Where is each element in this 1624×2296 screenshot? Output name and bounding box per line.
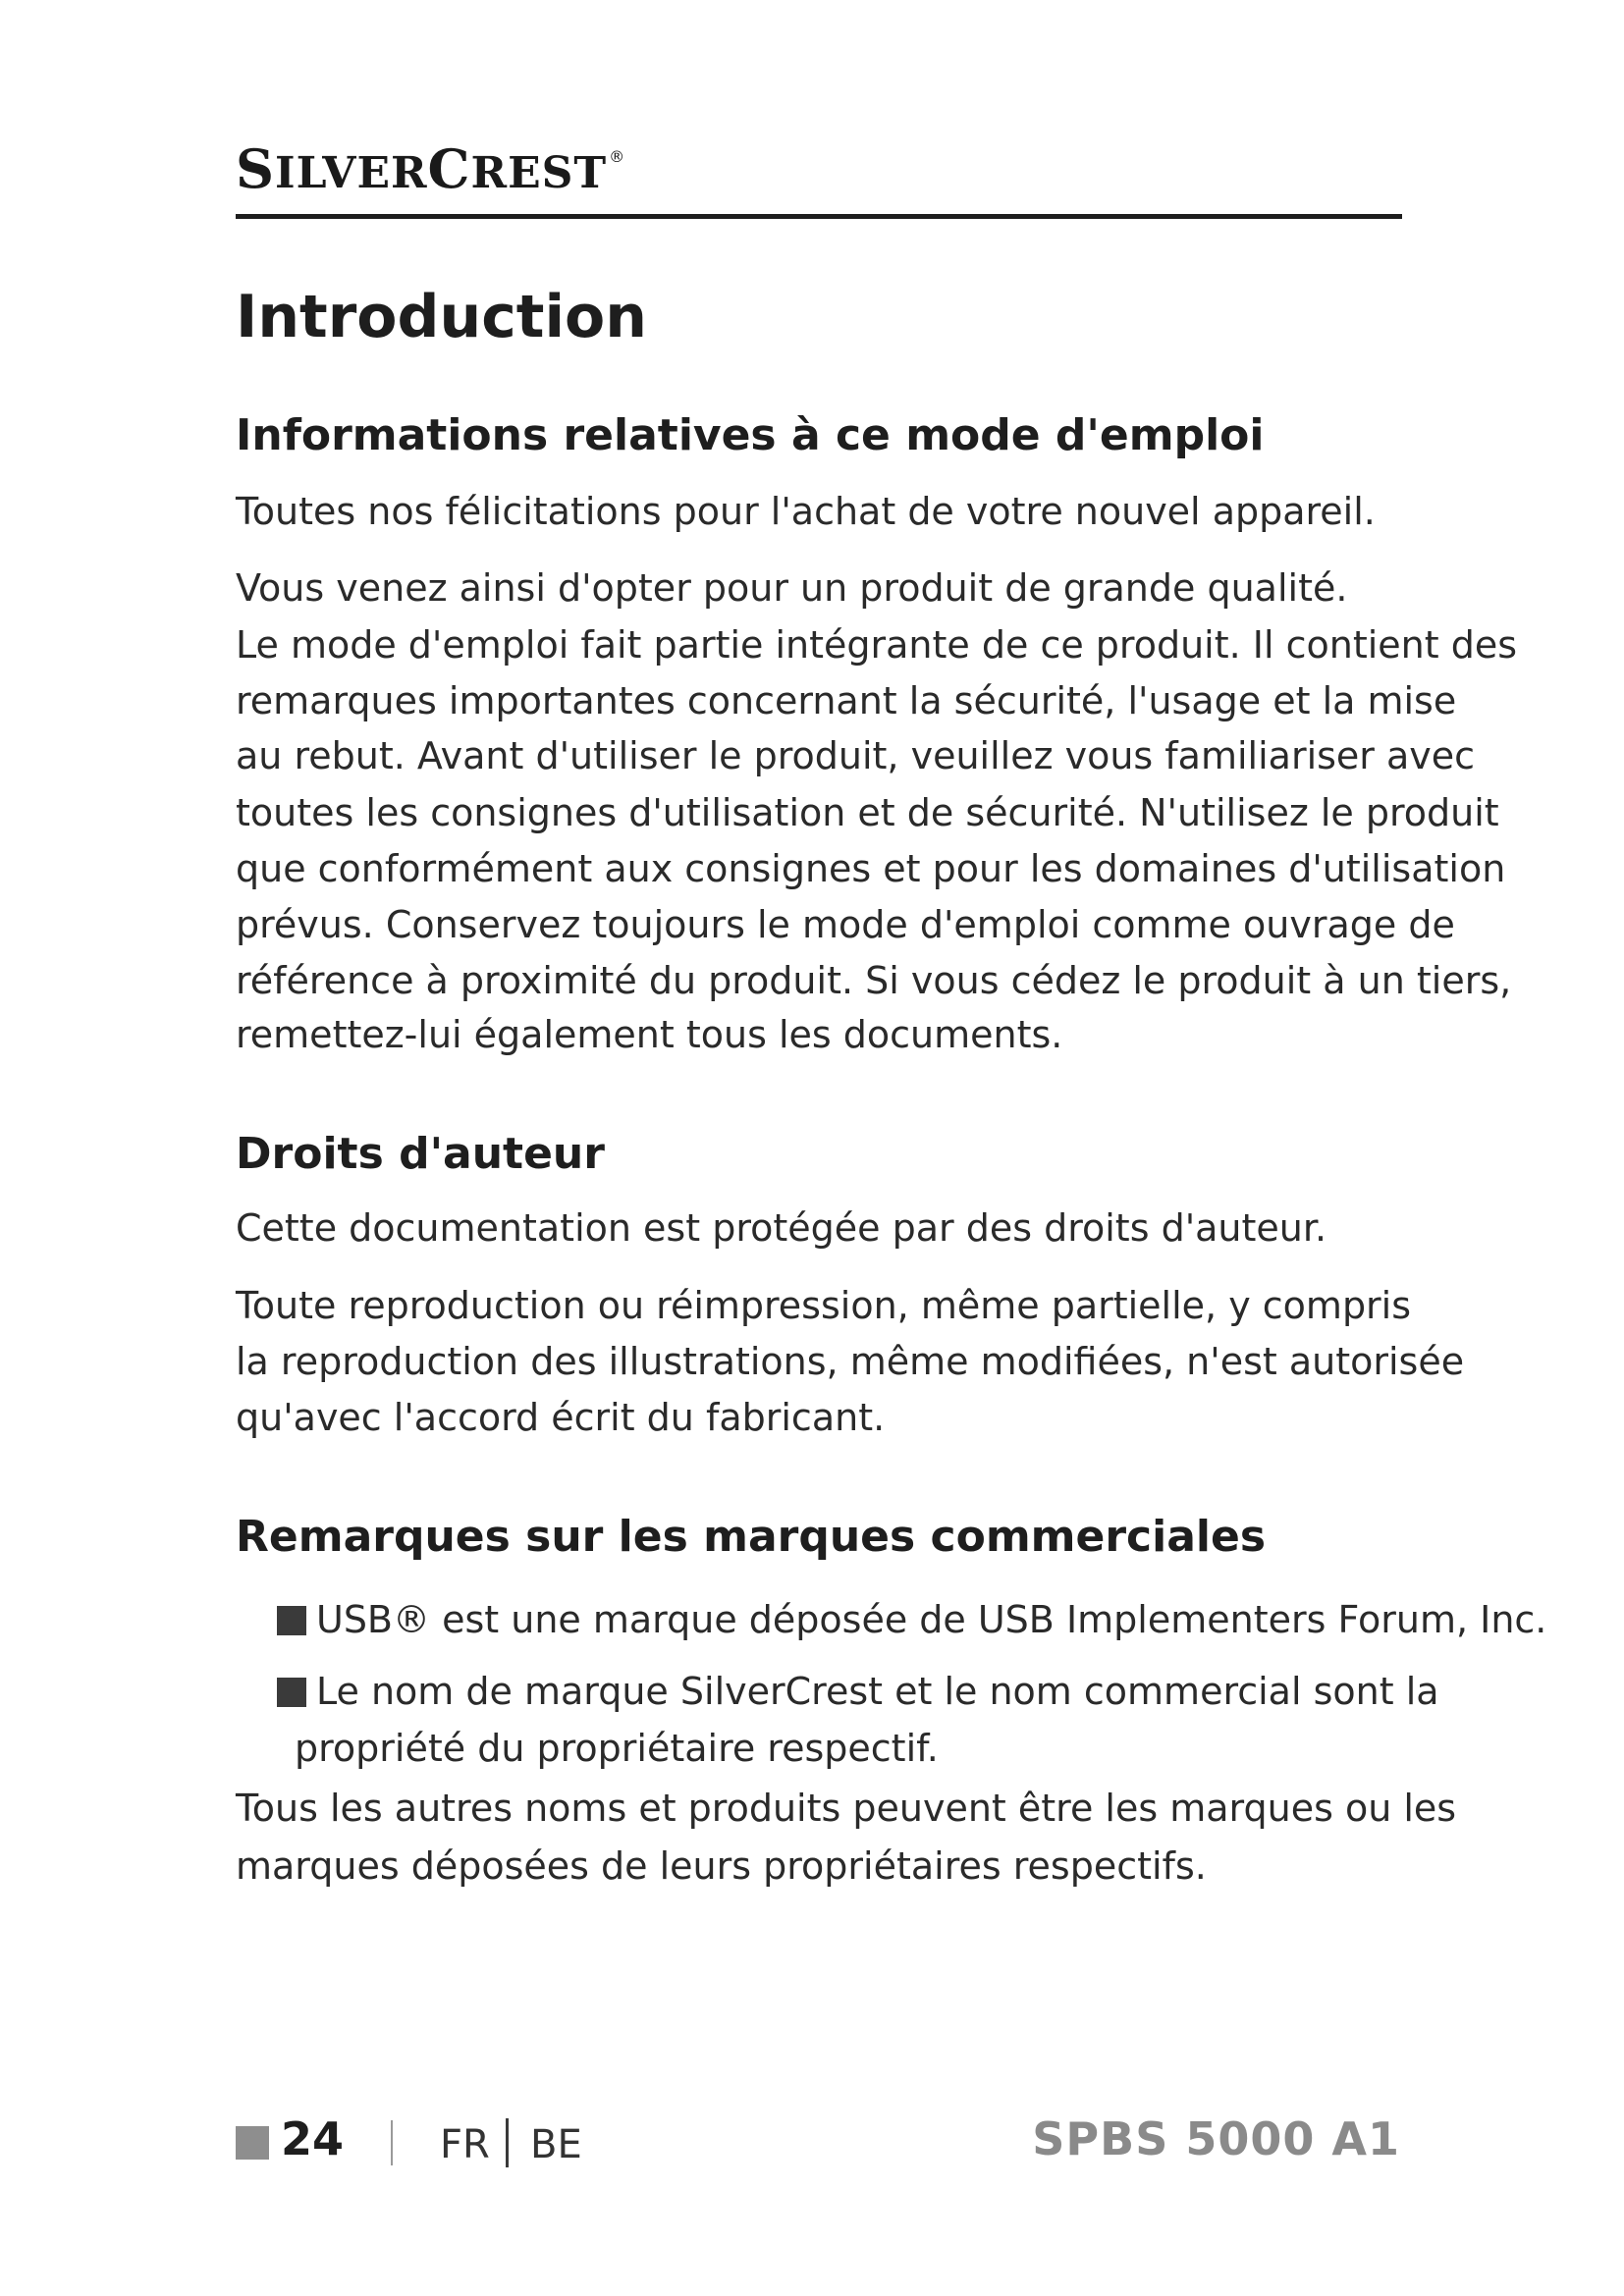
footer-divider	[506, 2118, 509, 2167]
list-item	[277, 1591, 1546, 1648]
list-item-continuation	[277, 1720, 939, 1777]
paragraph-line: au rebut. Avant d'utiliser le produit, veuillez vous familiariser avec	[236, 734, 1476, 777]
paragraph-line: qu'avec l'accord écrit du fabricant.	[236, 1396, 886, 1439]
paragraph-line: que conformément aux consignes et pour les domaines d'utilisation	[236, 847, 1506, 890]
list-item-text: propriété du propriétaire respectif.	[295, 1727, 939, 1770]
manual-page	[236, 0, 1547, 2296]
brand-letter-c: C	[427, 137, 471, 200]
section1-paragraph-1: Toutes nos félicitations pour l'achat de votre nouvel appareil.	[236, 490, 1376, 533]
section-heading-copyright: Droits d'auteur	[236, 1129, 605, 1179]
page-number: 24	[281, 2112, 345, 2165]
language-code-fr: FR	[440, 2122, 490, 2167]
section2-paragraph-1: Cette documentation est protégée par des droits d'auteur.	[236, 1206, 1327, 1250]
footer-square-icon	[236, 2126, 269, 2160]
section-heading-trademarks: Remarques sur les marques commerciales	[236, 1512, 1267, 1562]
footer-divider	[391, 2120, 393, 2165]
paragraph-line: marques déposées de leurs propriétaires respectifs.	[236, 1844, 1207, 1888]
paragraph-line: référence à proximité du produit. Si vous cédez le produit à un tiers,	[236, 959, 1512, 1002]
bullet-square-icon	[277, 1606, 306, 1635]
paragraph-line: Le mode d'emploi fait partie intégrante de ce produit. Il contient des	[236, 623, 1518, 667]
section-heading-manual-info: Informations relatives à ce mode d'emploi	[236, 410, 1265, 460]
list-item-text: USB® est une marque déposée de USB Implementers Forum, Inc.	[316, 1598, 1547, 1641]
paragraph-line: remarques importantes concernant la sécurité, l'usage et la mise	[236, 679, 1457, 722]
brand-letter-s: S	[236, 137, 275, 200]
paragraph-line: la reproduction des illustrations, même modifiées, n'est autorisée	[236, 1340, 1465, 1383]
language-code-be: BE	[530, 2122, 582, 2167]
paragraph-line: remettez-lui également tous les documents.	[236, 1013, 1063, 1056]
list-item-text: Le nom de marque SilverCrest et le nom commercial sont la	[316, 1670, 1439, 1713]
list-item	[277, 1663, 1439, 1720]
bullet-square-icon	[277, 1678, 306, 1707]
paragraph-line: Tous les autres noms et produits peuvent être les marques ou les	[236, 1787, 1457, 1830]
paragraph-line: toutes les consignes d'utilisation et de sécurité. N'utilisez le produit	[236, 791, 1499, 834]
header-divider	[236, 214, 1402, 219]
brand-registered-mark: ®	[609, 147, 626, 166]
paragraph-line: Vous venez ainsi d'opter pour un produit de grande qualité.	[236, 566, 1348, 610]
brand-text-ilver: ILVER	[275, 148, 428, 198]
brand-text-rest: REST	[470, 148, 608, 198]
paragraph-line: prévus. Conservez toujours le mode d'emploi comme ouvrage de	[236, 903, 1455, 946]
model-number: SPBS 5000 A1	[1032, 2112, 1400, 2165]
paragraph-line: Toute reproduction ou réimpression, même partielle, y compris	[236, 1284, 1412, 1327]
page-footer	[236, 2110, 1402, 2179]
brand-logo	[236, 137, 625, 200]
page-title: Introduction	[236, 283, 647, 351]
